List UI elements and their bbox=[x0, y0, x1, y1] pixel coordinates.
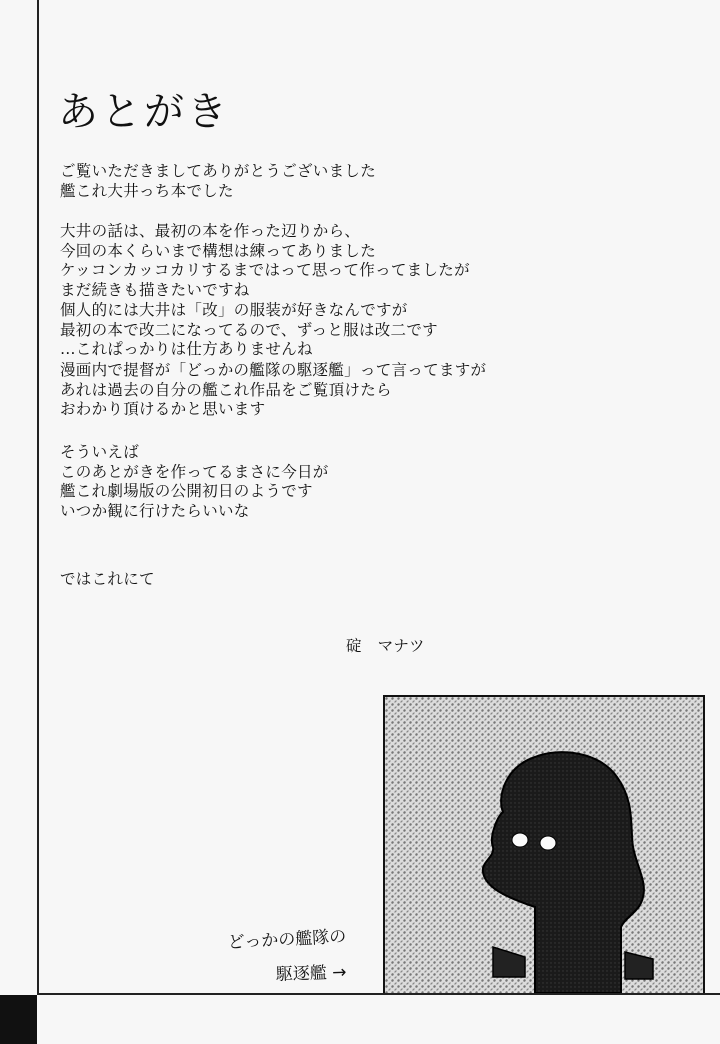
text-line: 今回の本くらいまで構想は練ってありました bbox=[60, 241, 377, 260]
text-line: そういえば bbox=[60, 443, 140, 461]
paragraph-destroyer bbox=[60, 361, 486, 420]
author-signature: 碇 マナツ bbox=[346, 637, 425, 655]
text-line: このあとがきを作ってるまさに今日が bbox=[60, 462, 329, 481]
paragraph-outfit bbox=[60, 301, 438, 360]
text-line: いつか観に行けたらいいな bbox=[60, 501, 250, 520]
text-line: ケッコンカッコカリするまではって思って作ってましたが bbox=[60, 261, 470, 279]
text-line: 最初の本で改二になってるので、ずっと服は改二です bbox=[60, 320, 438, 339]
text-line: 漫画内で提督が「どっかの艦隊の駆逐艦」って言ってますが bbox=[60, 361, 487, 379]
paragraph-thanks bbox=[60, 162, 376, 201]
silhouette-illustration bbox=[385, 697, 703, 993]
glowing-eye-right bbox=[540, 836, 556, 850]
handwritten-caption bbox=[226, 920, 386, 990]
text-line: …これぱっかりは仕方ありませんね bbox=[60, 340, 313, 358]
paragraph-movie bbox=[60, 443, 329, 521]
bottom-margin-rule bbox=[37, 993, 720, 995]
text-line: 個人的には大井は「改」の服装が好きなんですが bbox=[60, 301, 408, 319]
caption-line-1: どっかの艦隊の bbox=[227, 926, 347, 953]
illustration-panel bbox=[383, 695, 705, 993]
page-title: あとがき bbox=[58, 89, 230, 135]
corner-block bbox=[0, 995, 37, 1044]
text-line: ご覧いただきましてありがとうございました bbox=[60, 162, 377, 180]
left-margin-rule bbox=[37, 0, 39, 995]
text-line: 艦これ劇場版の公開初日のようです bbox=[60, 482, 313, 500]
text-line: おわかり頂けるかと思います bbox=[60, 400, 266, 418]
closing-line: ではこれにて bbox=[60, 570, 155, 588]
text-line: あれは過去の自分の艦これ作品をご覧頂けたら bbox=[60, 380, 392, 399]
text-line: 大井の話は、最初の本を作った辺りから、 bbox=[60, 222, 361, 240]
text-line: まだ続きも描きたいですね bbox=[60, 280, 250, 299]
caption-line-2: 駆逐艦 → bbox=[275, 962, 347, 985]
paragraph-story bbox=[60, 222, 470, 300]
text-line: 艦これ大井っち本でした bbox=[60, 181, 234, 200]
glowing-eye-left bbox=[512, 833, 528, 847]
